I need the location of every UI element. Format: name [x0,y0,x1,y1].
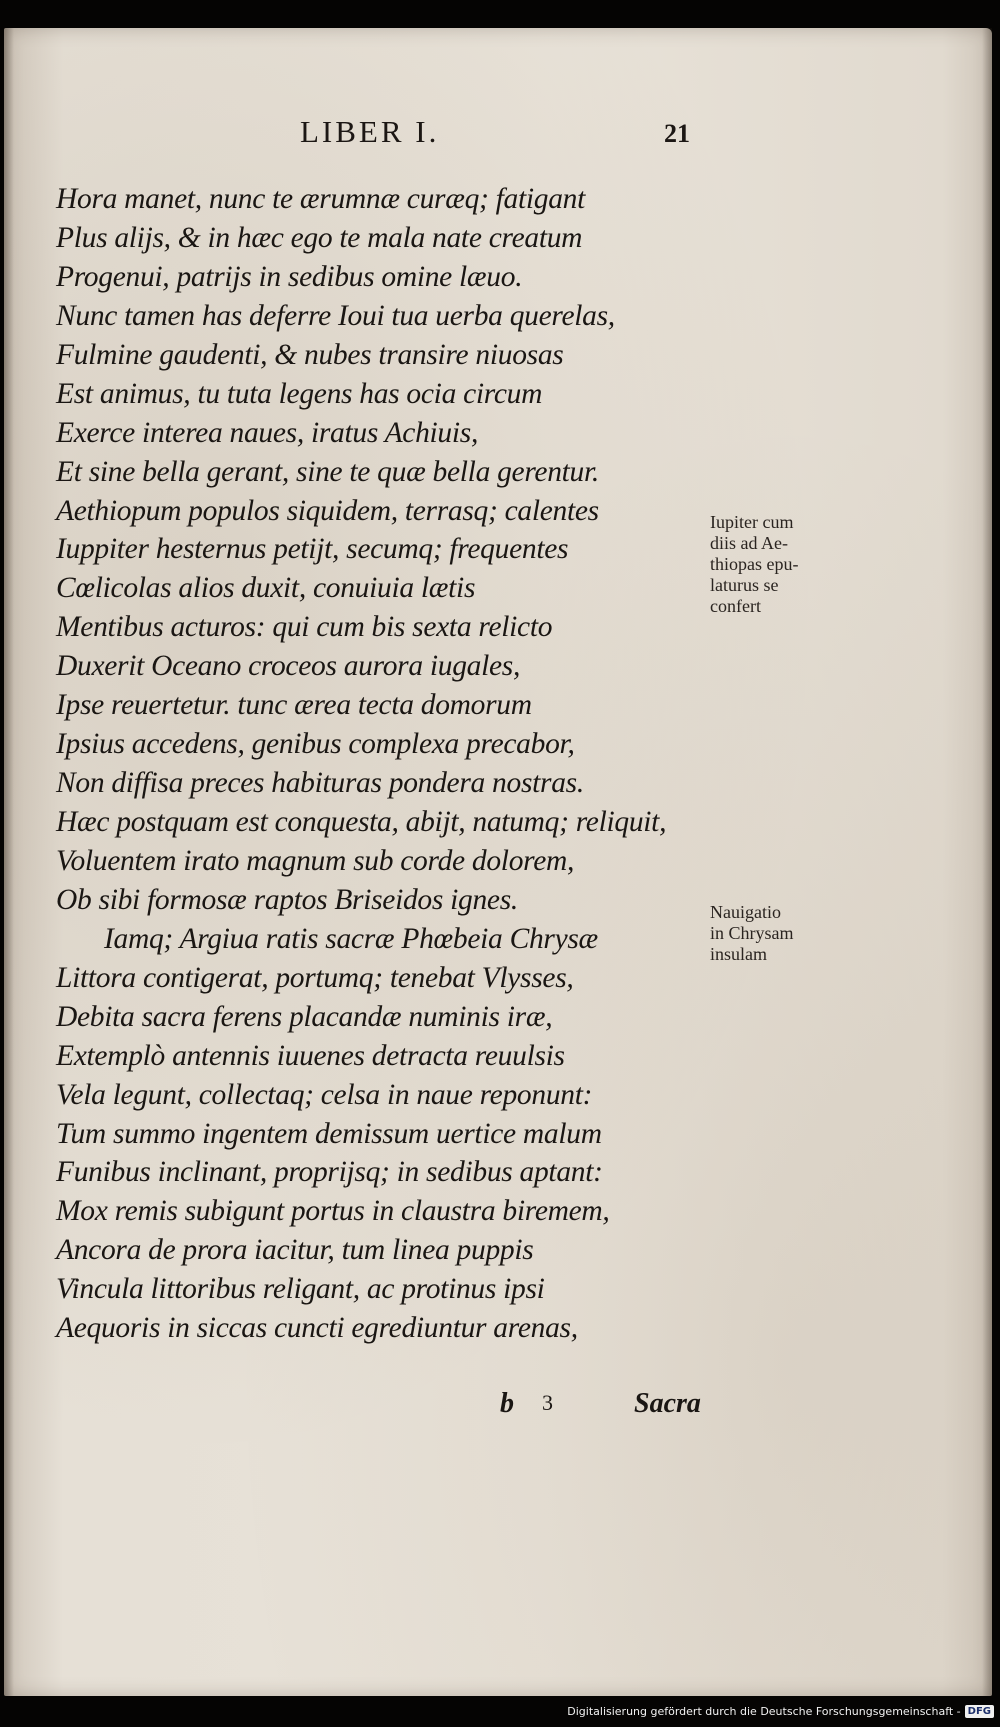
verse-line: Plus alijs, & in hæc ego te mala nate creatum [56,221,583,254]
verse-line: Iuppiter hesternus petijt, secumq; frequentes [56,533,569,566]
page-edge-left [4,28,14,1696]
verse-line: Duxerit Oceano croceos aurora iugales, [56,650,521,683]
signature-number: 3 [542,1390,553,1415]
verse-line: Vincula littoribus religant, ac protinus ipsi [56,1273,545,1306]
verse-line: Est animus, tu tuta legens has ocia circum [56,377,543,410]
verse-line: Ipse reuertetur. tunc ærea tecta domorum [56,689,532,722]
verse-line: Vela legunt, collectaq; celsa in naue reponunt: [56,1078,593,1111]
verse-line: Nunc tamen has deferre Ioui tua uerba querelas, [56,299,615,332]
folio-number: 21 [664,119,690,148]
verse-line: Hora manet, nunc te ærumnæ curæq; fatigant [56,183,586,215]
page-footer [4,1388,992,1428]
verse-line: Littora contigerat, portumq; tenebat Vlysses, [56,961,574,994]
margin-note-line: diis ad Ae- [710,533,788,553]
verse-line: Et sine bella gerant, sine te quæ bella gerentur. [56,455,599,488]
dfg-logo-icon: DFG [965,1705,994,1718]
verse-line: Fulmine gaudenti, & nubes transire niuosas [56,338,564,371]
margin-note-line: in Chrysam [710,923,794,943]
verse-line: Voluentem irato magnum sub corde dolorem, [56,844,575,877]
verse-line: Mox remis subigunt portus in claustra biremem, [56,1195,610,1228]
book-page [4,28,992,1696]
verse-block [56,180,696,1348]
verse-line: Ipsius accedens, genibus complexa precabor, [56,728,575,761]
verse-line: Hæc postquam est conquesta, abijt, natumq; reliquit, [56,806,667,838]
margin-note-jupiter [710,512,860,617]
page-edge-right [982,28,992,1696]
verse-line: Mentibus acturos: qui cum bis sexta relicto [56,611,553,644]
verse-line: Non diffisa preces habituras pondera nostras. [56,767,584,800]
verse-line: Debita sacra ferens placandæ numinis iræ, [56,1000,553,1033]
verse-line: Funibus inclinant, proprijsq; in sedibus aptant: [56,1156,603,1189]
verse-line: Iamq; Argiua ratis sacræ Phœbeia Chrysæ [104,922,598,955]
verse-line: Cœlicolas alios duxit, conuiuia lætis [56,572,476,605]
verse-line: Extemplò antennis iuuenes detracta reuulsis [56,1039,565,1072]
margin-note-line: thiopas epu- [710,554,799,574]
verse-line: Aequoris in siccas cuncti egrediuntur arenas, [56,1312,578,1345]
margin-note-line: confert [710,596,761,616]
verse-line: Ob sibi formosæ raptos Briseidos ignes. [56,883,518,916]
verse-line: Ancora de prora iacitur, tum linea puppis [56,1234,534,1267]
signature-mark: b [500,1388,514,1419]
verse-line: Aethiopum populos siquidem, terrasq; calentes [56,494,599,527]
verse-line: Progenui, patrijs in sedibus omine læuo. [56,260,523,293]
margin-note-line: Nauigatio [710,902,781,922]
verse-line: Tum summo ingentem demissum uertice malum [56,1117,602,1150]
catchword: Sacra [634,1388,701,1419]
credit-text: Digitalisierung gefördert durch die Deutsche Forschungsgemeinschaft - [567,1704,961,1718]
digitization-credit [567,1701,994,1721]
margin-note-navigatio [710,902,860,965]
page-header [4,112,992,152]
margin-note-line: insulam [710,944,767,964]
margin-note-line: Iupiter cum [710,512,794,532]
running-head: LIBER I. [300,114,440,149]
verse-line: Exerce interea naues, iratus Achiuis, [56,416,479,449]
margin-note-line: laturus se [710,575,779,595]
